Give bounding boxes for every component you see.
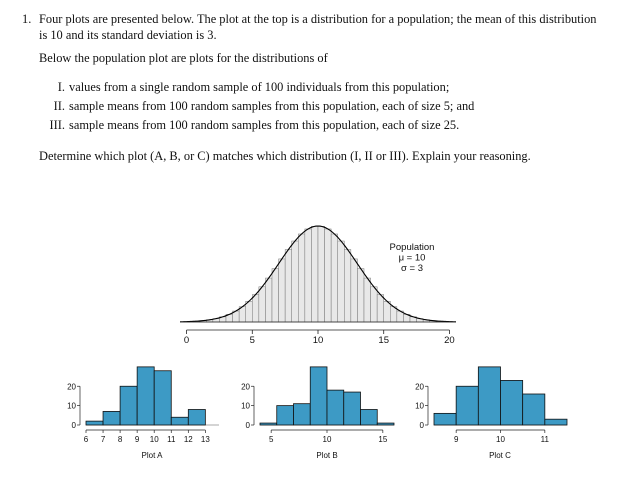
histogram-x-tick-label: 9 <box>453 435 459 444</box>
histogram-x-tick-label: 12 <box>183 435 193 444</box>
population-bar <box>292 241 299 322</box>
problem-intro: Four plots are presented below. The plot at the top is a distribution for a population; the mean of this distribution is 10 and its standard deviation is 3. <box>39 12 597 42</box>
histogram-bar <box>434 413 456 425</box>
population-bar <box>344 250 351 322</box>
histogram-bar <box>361 410 378 426</box>
item-numeral: III. <box>49 117 65 132</box>
histogram-bar <box>344 392 361 425</box>
histogram-bar <box>501 380 523 425</box>
histogram-bar <box>523 394 545 425</box>
histogram-y-tick-label: 20 <box>67 382 76 392</box>
population-bar <box>338 241 345 322</box>
population-bar <box>377 295 384 322</box>
population-bar <box>351 259 358 322</box>
population-bar <box>246 301 253 322</box>
population-x-tick-label: 5 <box>249 335 255 346</box>
histogram-y-tick-label: 0 <box>71 421 76 430</box>
population-plot <box>180 226 456 346</box>
population-bar <box>325 229 332 322</box>
histogram-x-tick-label: 7 <box>100 435 106 444</box>
population-x-tick-label: 10 <box>312 335 324 346</box>
population-bar <box>252 295 259 322</box>
histogram-y-tick-label: 10 <box>67 401 76 411</box>
histogram-y-tick-label: 10 <box>415 401 424 411</box>
histogram-bar <box>277 406 294 425</box>
histogram-x-tick-label: 10 <box>149 435 159 444</box>
population-bar <box>331 234 338 322</box>
histogram-x-tick-label: 5 <box>268 435 274 444</box>
population-bar <box>371 287 378 322</box>
histogram-x-tick-label: 8 <box>117 435 123 444</box>
histogram-y-tick-label: 0 <box>419 421 424 430</box>
histogram-bar <box>478 367 500 425</box>
histogram-bar <box>86 421 103 425</box>
problem-number: 1. <box>22 12 32 26</box>
histogram-bar <box>260 423 277 425</box>
histogram-x-tick-label: 15 <box>378 435 388 444</box>
histogram-label: Plot A <box>141 451 163 460</box>
population-bar <box>279 259 286 322</box>
histogram-bar <box>103 411 120 425</box>
item-numeral: II. <box>53 98 65 113</box>
item-text: values from a single random sample of 100 individuals from this population; <box>69 79 450 94</box>
histogram-label: Plot C <box>489 451 511 460</box>
population-legend-line: σ = 3 <box>401 263 423 274</box>
population-bar <box>318 226 325 322</box>
population-legend-line: μ = 10 <box>398 252 426 264</box>
population-bar <box>364 278 371 322</box>
population-x-tick-label: 15 <box>378 335 390 346</box>
histogram-bar <box>310 367 327 425</box>
histogram-bar <box>545 419 567 425</box>
population-bar <box>357 269 364 322</box>
histogram-x-tick-label: 11 <box>167 435 176 444</box>
population-bar <box>285 250 292 322</box>
population-bar <box>305 229 312 322</box>
population-bar <box>311 226 318 322</box>
histogram-bar <box>154 371 171 425</box>
histogram-label: Plot B <box>316 451 338 460</box>
histogram-bar <box>188 410 205 426</box>
histogram-bar <box>456 386 478 425</box>
histogram-x-tick-label: 6 <box>83 435 89 444</box>
histogram-bar <box>327 390 344 425</box>
histogram-x-tick-label: 9 <box>134 435 140 444</box>
histogram-bar <box>294 404 311 425</box>
histogram-bar <box>120 386 137 425</box>
population-bar <box>265 278 272 322</box>
population-bar <box>272 269 279 322</box>
histogram-plot-b <box>241 367 394 460</box>
item-text: sample means from 100 random samples from this population, each of size 25. <box>69 117 460 132</box>
histogram-x-tick-label: 13 <box>200 435 210 444</box>
histogram-y-tick-label: 0 <box>245 421 250 430</box>
histogram-y-tick-label: 20 <box>415 382 424 392</box>
histogram-plot-c <box>415 367 567 460</box>
population-bar <box>384 301 391 322</box>
histogram-x-tick-label: 10 <box>496 435 505 444</box>
histogram-bar <box>137 367 154 425</box>
population-bar <box>298 234 305 322</box>
problem-subintro: Below the population plot are plots for the distributions of <box>39 51 328 65</box>
population-bar <box>259 287 266 322</box>
histogram-bar <box>171 417 188 425</box>
histogram-plot-a <box>67 367 219 460</box>
histogram-bar <box>377 423 394 425</box>
population-x-tick-label: 0 <box>183 335 190 346</box>
histogram-y-tick-label: 20 <box>241 382 250 392</box>
item-numeral: I. <box>57 79 65 94</box>
histogram-y-tick-label: 10 <box>241 401 250 411</box>
population-x-tick-label: 20 <box>444 335 455 346</box>
problem-task: Determine which plot (A, B, or C) matches which distribution (I, II or III). Explain your reasoning. <box>39 148 531 163</box>
histogram-x-tick-label: 10 <box>322 435 332 444</box>
histogram-x-tick-label: 11 <box>540 435 549 444</box>
item-text: sample means from 100 random samples from this population, each of size 5; and <box>69 98 475 113</box>
population-legend-line: Population <box>389 242 435 253</box>
